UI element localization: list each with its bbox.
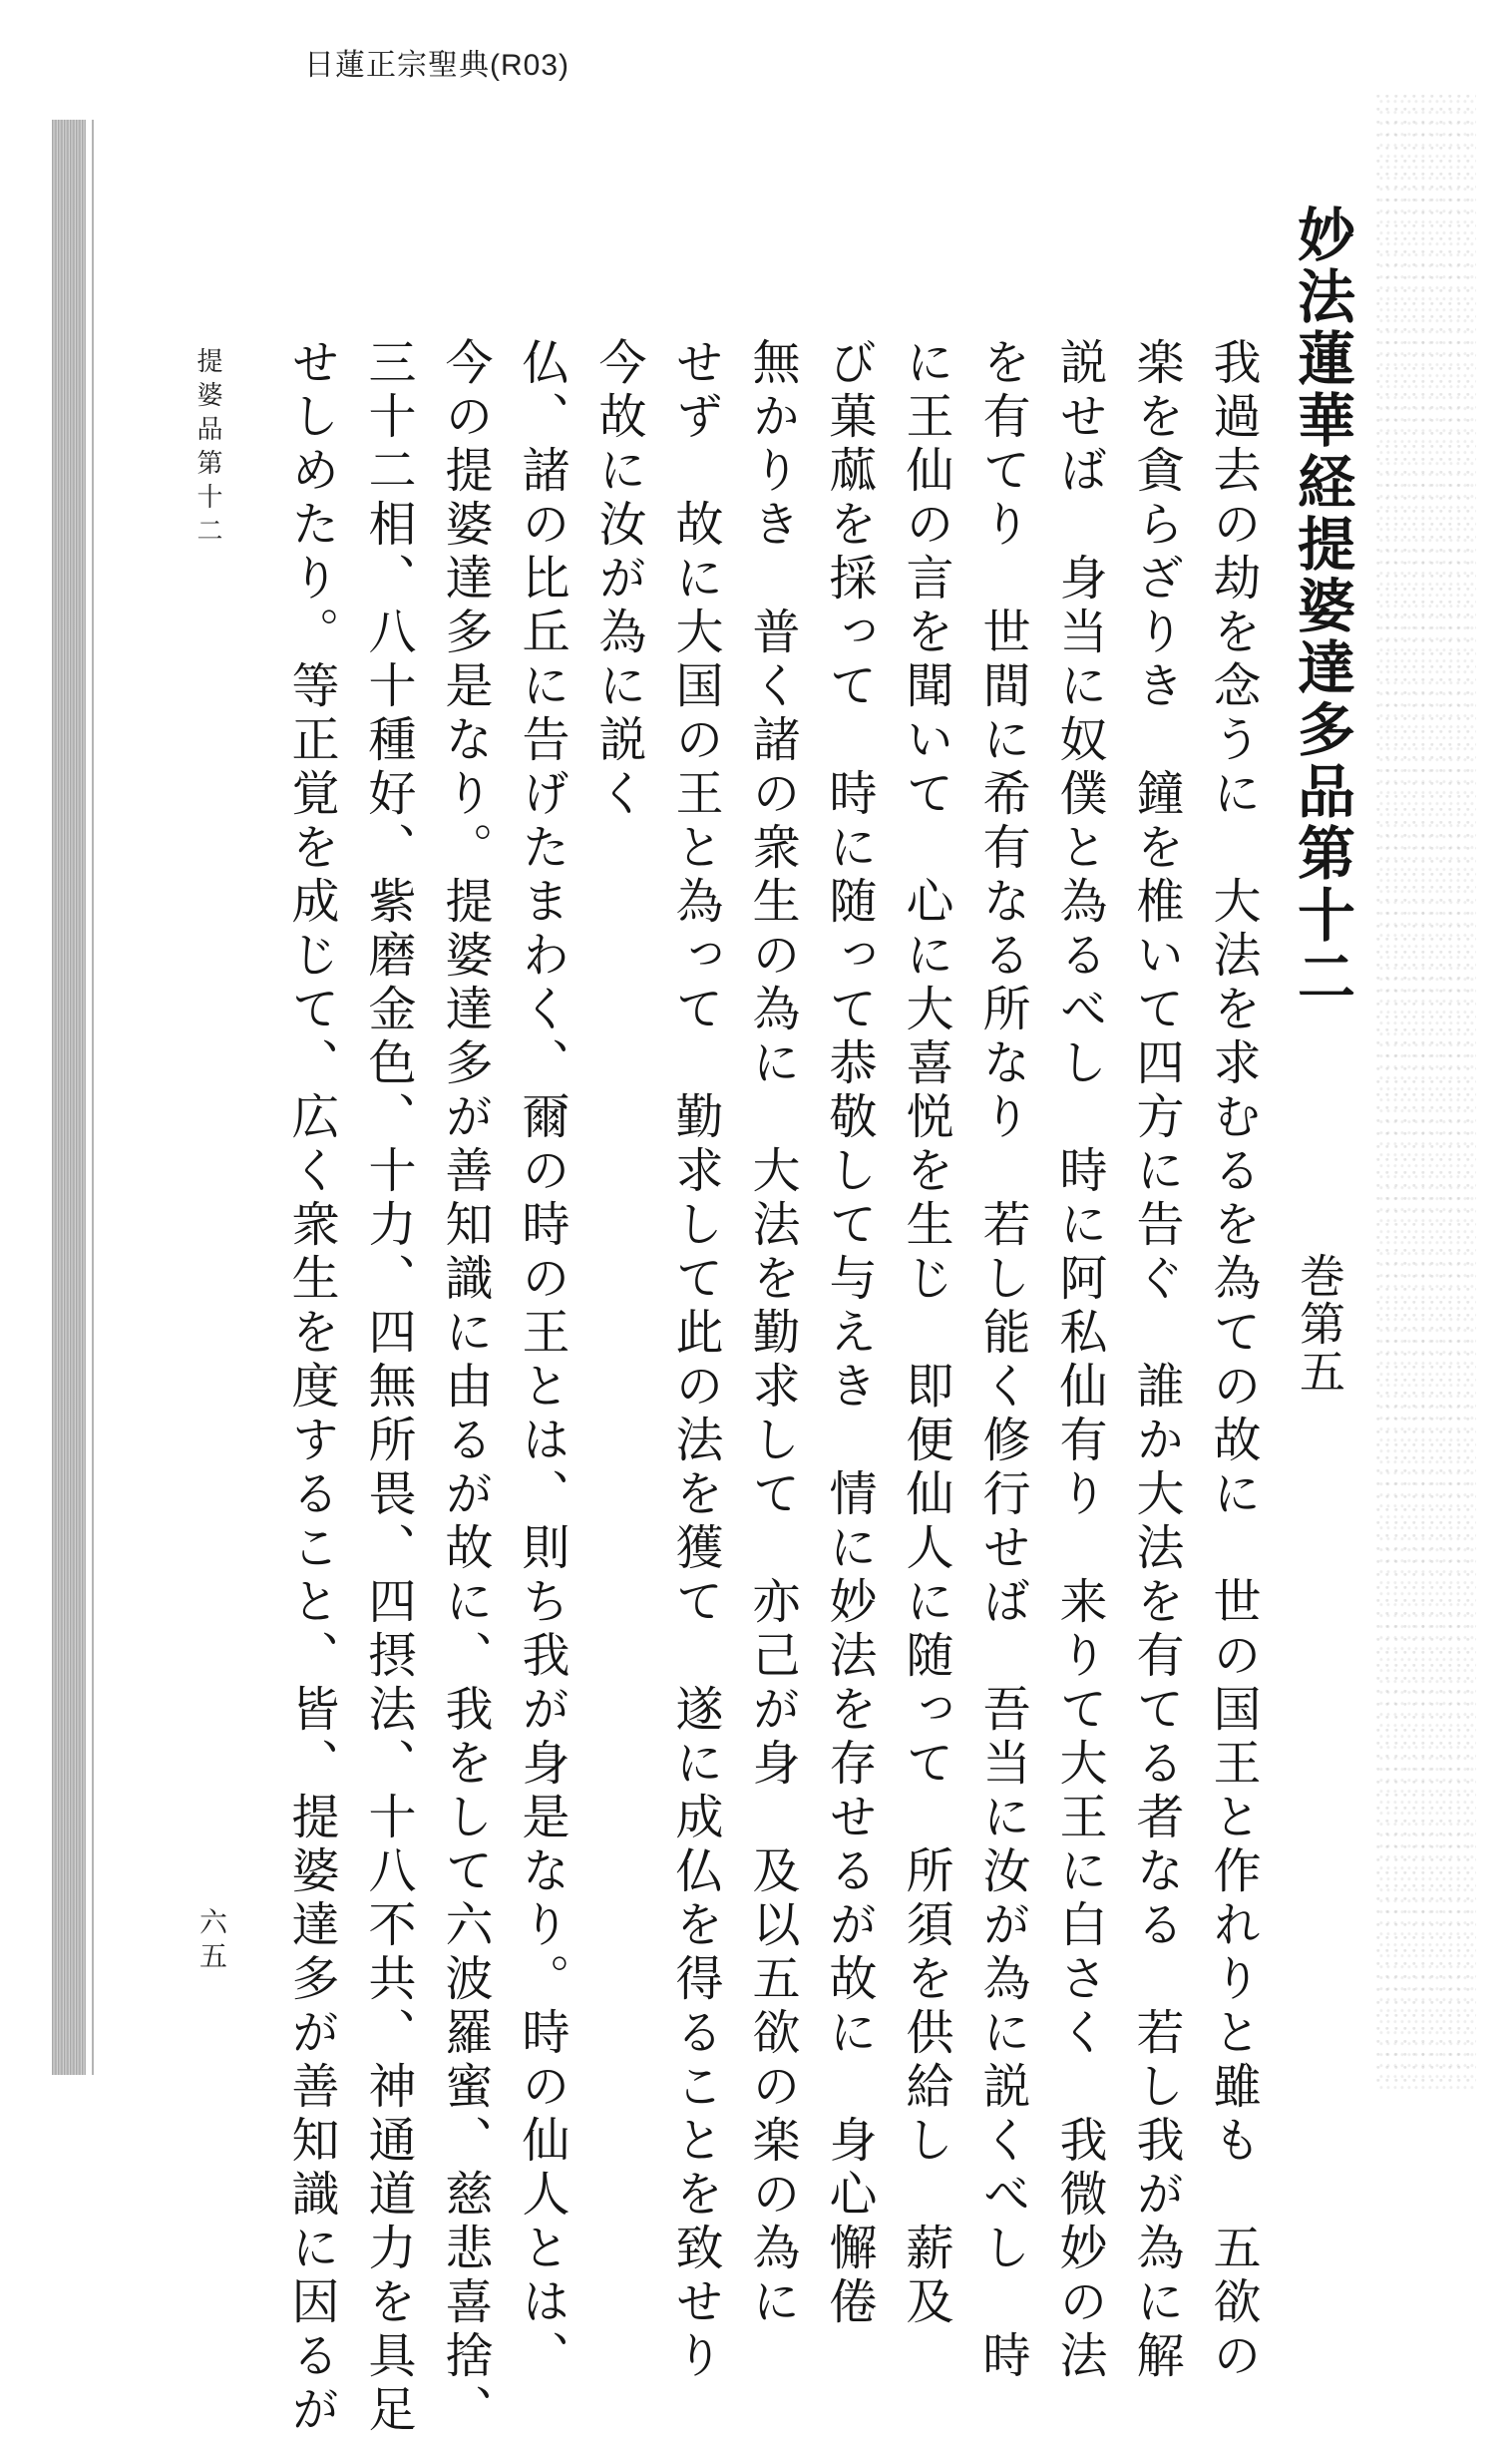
scan-edge-shadow [52, 120, 86, 2075]
text-line-1: 我過去の劫を念うに 大法を求むるを為ての故に 世の国王と作れりと雖も 五欲の [1205, 337, 1261, 2384]
text-line-2: 楽を貪らざりき 鐘を椎いて四方に告ぐ 誰か大法を有てる者なる 若し我が為に解 [1128, 337, 1184, 2384]
text-line-8: せず 故に大国の王と為って 勤求して此の法を獲て 遂に成仏を得ることを致せり [667, 337, 723, 2384]
text-line-10: 仏、諸の比丘に告げたまわく、爾の時の王とは、則ち我が身是なり。時の仙人とは、 [514, 337, 569, 2384]
scan-noise [1376, 95, 1476, 2090]
text-line-12: 三十二相、八十種好、紫磨金色、十力、四無所畏、四摂法、十八不共、神通道力を具足 [360, 337, 416, 2438]
page-number: 六五 [195, 1907, 228, 1975]
scan-edge-line [92, 120, 94, 2075]
chapter-subtitle: 巻第五 [1293, 1252, 1346, 1396]
document-header: 日蓮正宗聖典(R03) [304, 49, 570, 82]
text-line-9: 今故に汝が為に説く [590, 337, 646, 822]
text-line-4: を有てり 世間に希有なる所なり 若し能く修行せば 吾当に汝が為に説くべし 時 [974, 337, 1030, 2384]
text-line-5: に王仙の言を聞いて 心に大喜悦を生じ 即便仙人に随って 所須を供給し 薪及 [898, 337, 953, 2330]
text-line-7: 無かりき 普く諸の衆生の為に 大法を勤求して 亦己が身 及以五欲の楽の為に [744, 337, 800, 2330]
text-line-11: 今の提婆達多是なり。提婆達多が善知識に由るが故に、我をして六波羅蜜、慈悲喜捨、 [437, 337, 493, 2438]
chapter-side-label: 提婆品第十二 [192, 347, 222, 551]
chapter-title: 妙法蓮華経提婆達多品第十二 [1288, 204, 1355, 1009]
text-line-13: せしめたり。等正覚を成じて、広く衆生を度すること、皆、提婆達多が善知識に因るが [283, 337, 339, 2438]
text-line-6: び菓蓏を採って 時に随って恭敬して与えき 情に妙法を存せるが故に 身心懈倦 [821, 337, 877, 2330]
text-line-3: 説せば 身当に奴僕と為るべし 時に阿私仙有り 来りて大王に白さく 我微妙の法 [1051, 337, 1107, 2384]
